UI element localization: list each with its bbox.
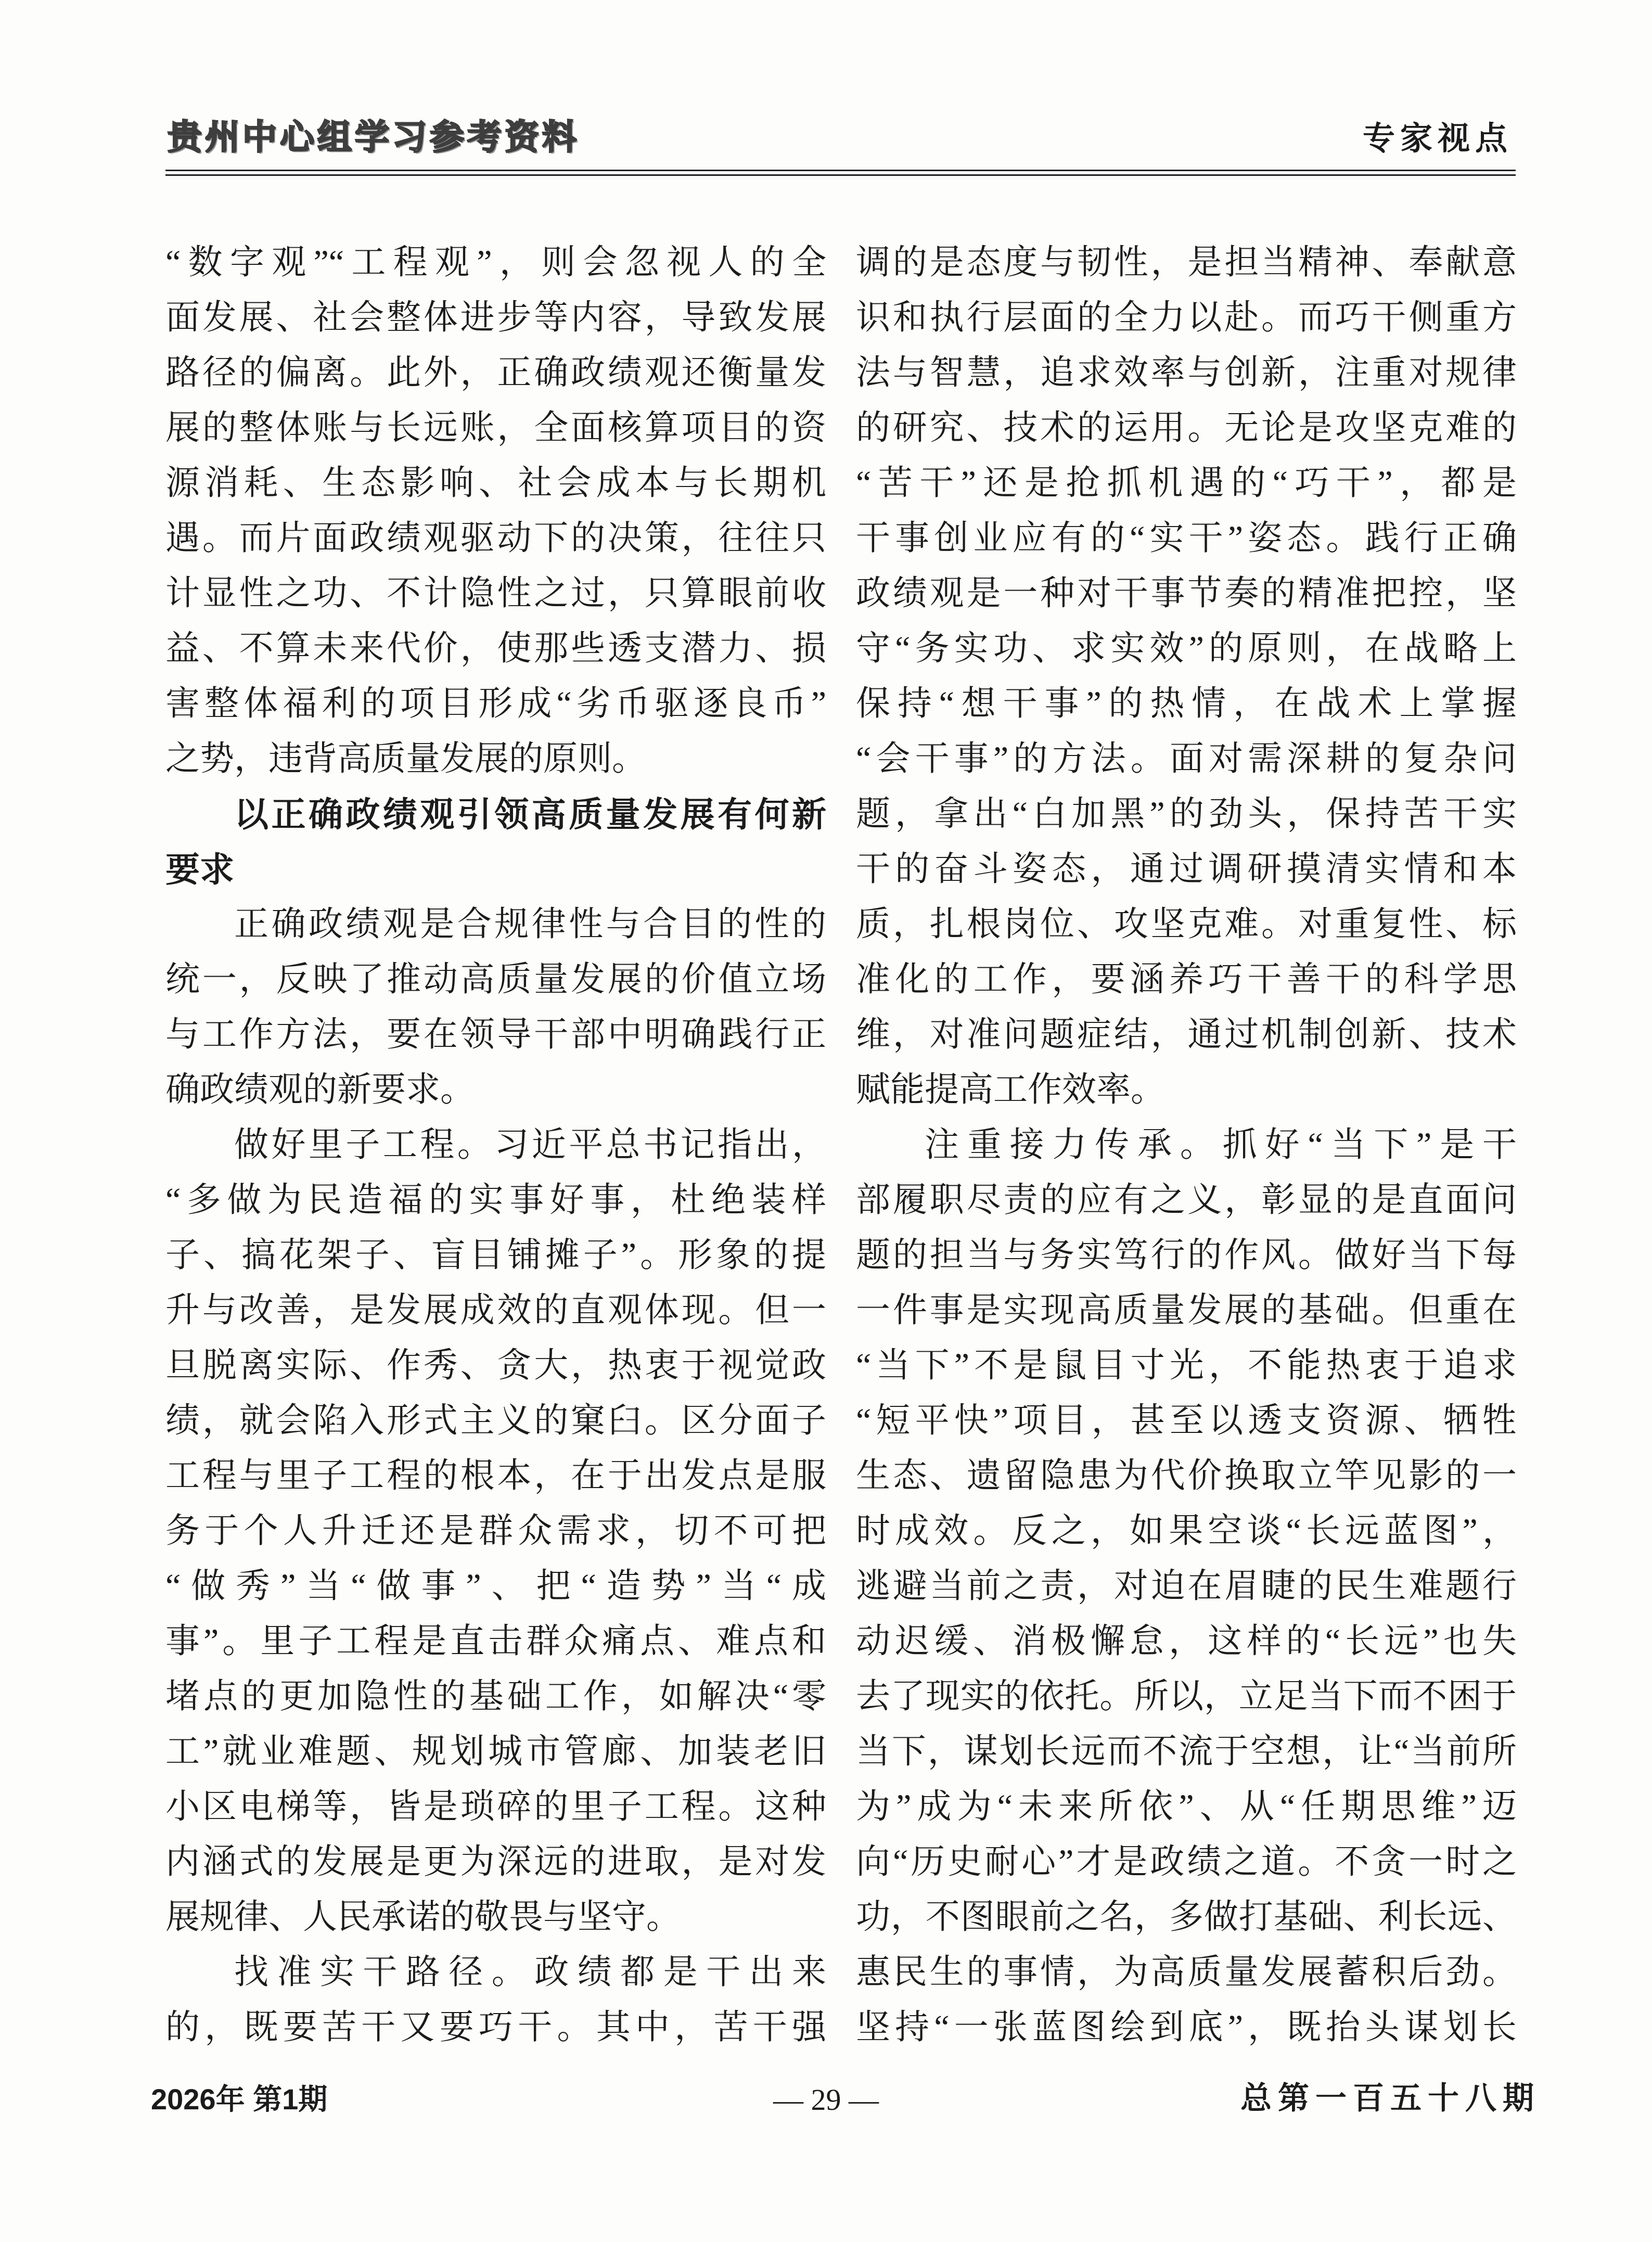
text-line: 质，扎根岗位、攻坚克难。对重复性、标 xyxy=(856,905,1517,943)
text-line: “当下”不是鼠目寸光，不能热衷于追求 xyxy=(856,1347,1517,1385)
text-line: 注重接力传承。抓好“当下”是干 xyxy=(925,1126,1517,1164)
text-line: 之势，违背高质量发展的原则。 xyxy=(165,740,646,778)
article-body xyxy=(165,235,1517,2055)
text-line: 与工作方法，要在领导干部中明确践行正 xyxy=(165,1016,826,1054)
text-line: 动迟缓、消极懈怠，这样的“长远”也失 xyxy=(856,1622,1517,1660)
text-line: 害整体福利的项目形成“劣币驱逐良币” xyxy=(165,685,826,723)
text-line: 工程与里子工程的根本，在于出发点是服 xyxy=(165,1457,826,1495)
text-line: 旦脱离实际、作秀、贪大，热衷于视觉政 xyxy=(165,1347,826,1385)
text-line: “苦干”还是抢抓机遇的“巧干”，都是 xyxy=(856,464,1517,502)
text-line: 以正确政绩观引领高质量发展有何新 xyxy=(234,795,826,834)
text-column-left xyxy=(165,235,826,2055)
footer-issue: 2026年 第1期 xyxy=(151,2083,328,2116)
text-line: 展规律、人民承诺的敬畏与坚守。 xyxy=(165,1898,681,1936)
text-line: 堵点的更加隐性的基础工作，如解决“零 xyxy=(165,1677,826,1715)
text-line: 法与智慧，追求效率与创新，注重对规律 xyxy=(856,354,1517,392)
text-line: 路径的偏离。此外，正确政绩观还衡量发 xyxy=(165,354,826,392)
text-line: 统一，反映了推动高质量发展的价值立场 xyxy=(165,960,826,998)
footer-page-number: — 29 — xyxy=(773,2083,879,2117)
text-line: 确政绩观的新要求。 xyxy=(165,1071,475,1109)
text-line: 要求 xyxy=(165,850,234,889)
text-line: 题的担当与务实笃行的作风。做好当下每 xyxy=(856,1236,1517,1274)
text-line: “短平快”项目，甚至以透支资源、牺牲 xyxy=(856,1402,1517,1440)
text-line: 维，对准问题症结，通过机制创新、技术 xyxy=(856,1016,1517,1054)
text-column-right xyxy=(856,235,1517,2055)
text-line: 做好里子工程。习近平总书记指出， xyxy=(234,1126,826,1164)
text-line: 向“历史耐心”才是政绩之道。不贪一时之 xyxy=(856,1843,1517,1881)
text-line: 升与改善，是发展成效的直观体现。但一 xyxy=(165,1291,826,1329)
text-line: 遇。而片面政绩观驱动下的决策，往往只 xyxy=(165,519,826,557)
text-line: 正确政绩观是合规律性与合目的性的 xyxy=(234,905,826,943)
text-line: 准化的工作，要涵养巧干善干的科学思 xyxy=(856,960,1517,998)
text-line: 当下，谋划长远而不流于空想，让“当前所 xyxy=(856,1733,1517,1771)
text-line: 事”。里子工程是直击群众痛点、难点和 xyxy=(165,1622,826,1660)
text-line: 功，不图眼前之名，多做打基础、利长远、 xyxy=(856,1898,1517,1936)
text-line: 守“务实功、求实效”的原则，在战略上 xyxy=(856,630,1517,668)
text-line: 保持“想干事”的热情，在战术上掌握 xyxy=(856,685,1517,723)
text-line: 面发展、社会整体进步等内容，导致发展 xyxy=(165,299,826,337)
text-line: 为”成为“未来所依”、从“任期思维”迈 xyxy=(856,1788,1517,1826)
text-line: 部履职尽责的应有之义，彰显的是直面问 xyxy=(856,1181,1517,1219)
footer-cumulative-issue: 总第一百五十八期 xyxy=(1240,2081,1540,2116)
text-line: 的研究、技术的运用。无论是攻坚克难的 xyxy=(856,409,1517,447)
text-line: 赋能提高工作效率。 xyxy=(856,1071,1165,1109)
text-line: 调的是态度与韧性，是担当精神、奉献意 xyxy=(856,244,1517,281)
text-line: 一件事是实现高质量发展的基础。但重在 xyxy=(856,1291,1517,1329)
text-line: 题，拿出“白加黑”的劲头，保持苦干实 xyxy=(856,795,1517,833)
text-line: 生态、遗留隐患为代价换取立竿见影的一 xyxy=(856,1457,1517,1495)
text-line: “会干事”的方法。面对需深耕的复杂问 xyxy=(856,740,1517,778)
text-line: 识和执行层面的全力以赴。而巧干侧重方 xyxy=(856,299,1517,337)
text-line: 益、不算未来代价，使那些透支潜力、损 xyxy=(165,630,826,668)
text-line: “做秀”当“做事”、把“造势”当“成 xyxy=(165,1567,826,1605)
text-line: “多做为民造福的实事好事，杜绝装样 xyxy=(165,1181,826,1219)
text-line: 干事创业应有的“实干”姿态。践行正确 xyxy=(856,519,1517,557)
text-line: 小区电梯等，皆是琐碎的里子工程。这种 xyxy=(165,1788,826,1826)
text-line: “数字观”“工程观”，则会忽视人的全 xyxy=(165,244,826,281)
header-double-rule xyxy=(165,170,1516,176)
text-line: 去了现实的依托。所以，立足当下而不困于 xyxy=(856,1677,1517,1715)
text-line: 的，既要苦干又要巧干。其中，苦干强 xyxy=(165,2008,826,2046)
header-section-title: 专家视点 xyxy=(1362,121,1513,157)
text-line: 绩，就会陷入形式主义的窠臼。区分面子 xyxy=(165,1402,826,1440)
text-line: 政绩观是一种对干事节奏的精准把控，坚 xyxy=(856,574,1517,612)
header-publication-title: 贵州中心组学习参考资料 xyxy=(168,118,580,156)
text-line: 源消耗、生态影响、社会成本与长期机 xyxy=(165,464,826,502)
text-line: 逃避当前之责，对迫在眉睫的民生难题行 xyxy=(856,1567,1517,1605)
text-line: 找准实干路径。政绩都是干出来 xyxy=(234,1953,826,1991)
text-line: 惠民生的事情，为高质量发展蓄积后劲。 xyxy=(856,1953,1517,1991)
text-line: 坚持“一张蓝图绘到底”，既抬头谋划长 xyxy=(856,2008,1517,2046)
text-line: 子、搞花架子、盲目铺摊子”。形象的提 xyxy=(165,1236,826,1274)
text-line: 计显性之功、不计隐性之过，只算眼前收 xyxy=(165,574,826,612)
text-line: 务于个人升迁还是群众需求，切不可把 xyxy=(165,1512,826,1550)
text-line: 工”就业难题、规划城市管廊、加装老旧 xyxy=(165,1733,826,1771)
text-line: 时成效。反之，如果空谈“长远蓝图”， xyxy=(856,1512,1517,1550)
text-line: 展的整体账与长远账，全面核算项目的资 xyxy=(165,409,826,447)
text-line: 内涵式的发展是更为深远的进取，是对发 xyxy=(165,1843,826,1881)
text-line: 干的奋斗姿态，通过调研摸清实情和本 xyxy=(856,850,1517,888)
